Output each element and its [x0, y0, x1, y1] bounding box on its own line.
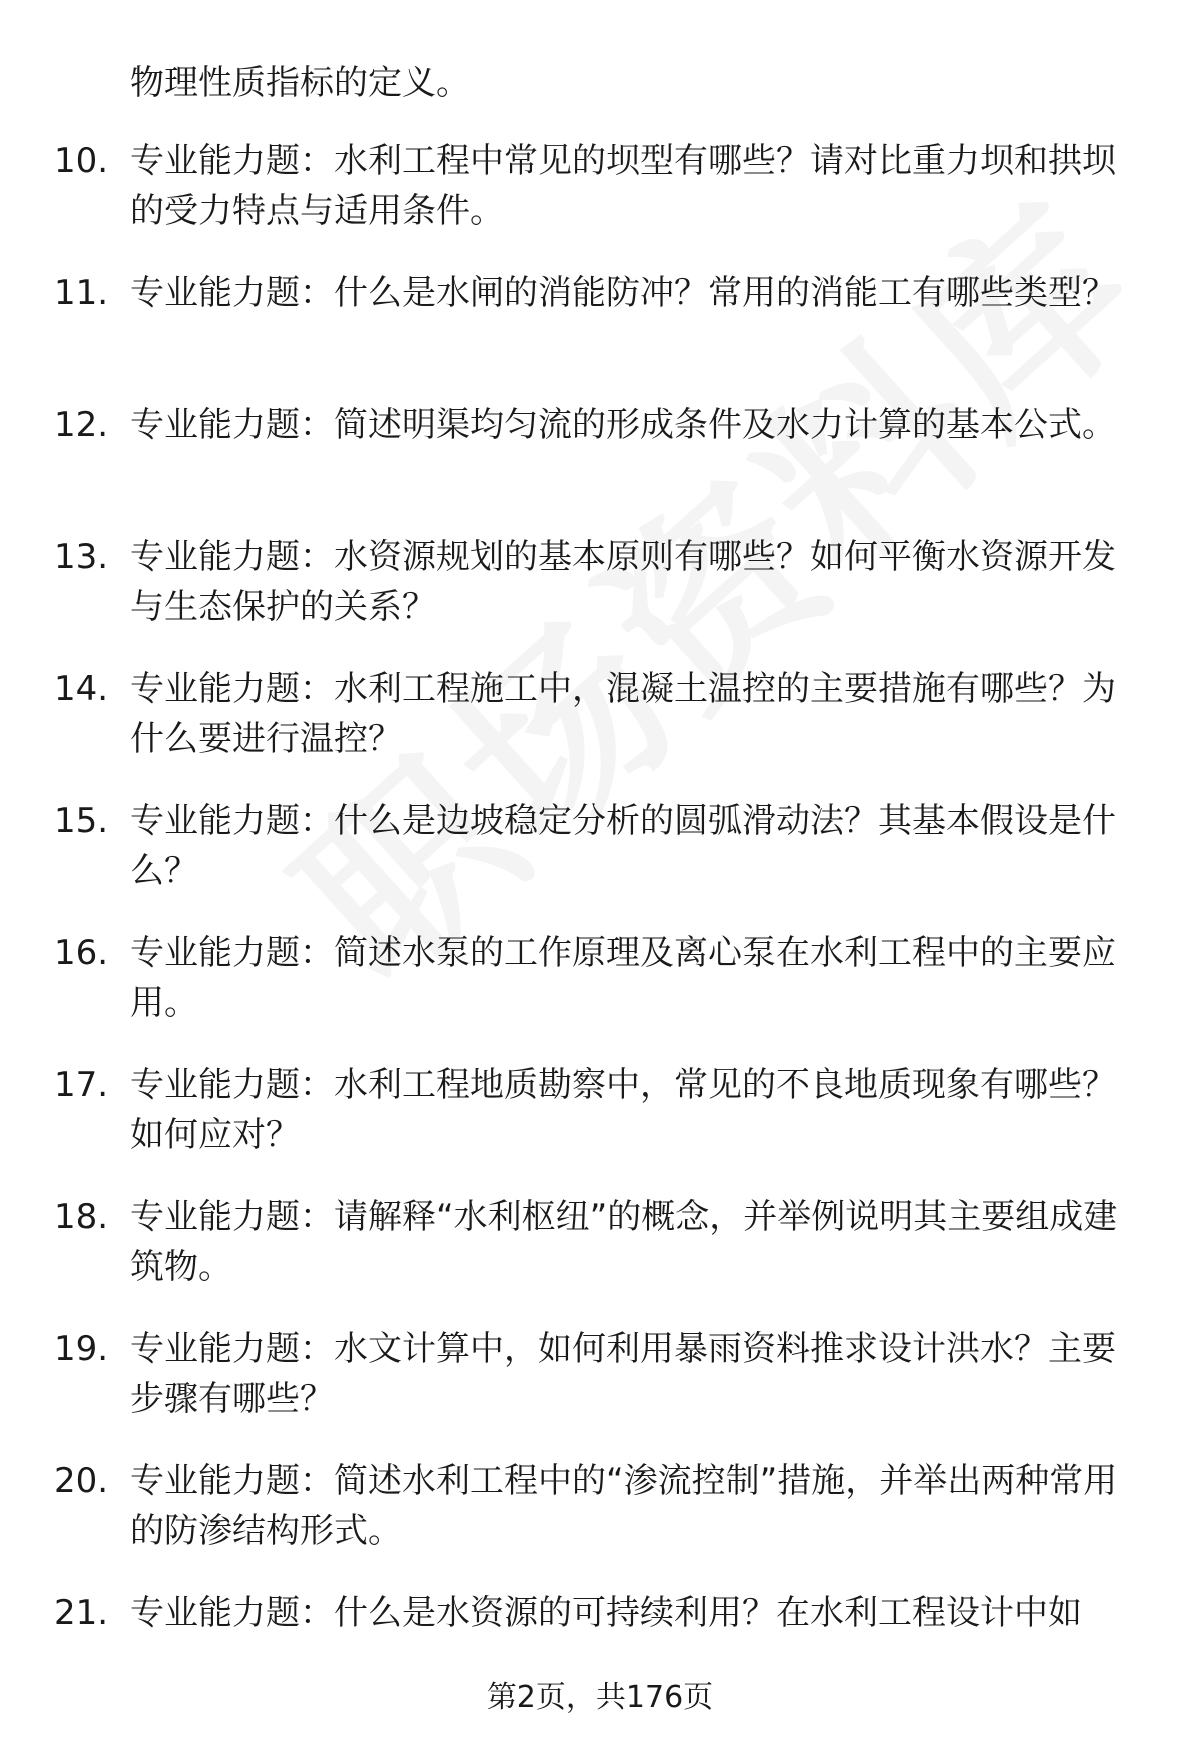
question-number: 19.: [54, 1329, 109, 1369]
question-list: [0, 136, 1200, 1720]
question-text: 专业能力题：水利工程施工中，混凝土温控的主要措施有哪些？为什么要进行温控？: [130, 669, 1116, 759]
question-item: [0, 532, 1200, 664]
question-text: 专业能力题：什么是水闸的消能防冲？常用的消能工有哪些类型？: [130, 273, 1116, 313]
question-item: [0, 928, 1200, 1060]
question-item: [0, 1060, 1200, 1192]
question-text: 专业能力题：简述水泵的工作原理及离心泵在水利工程中的主要应用。: [130, 933, 1116, 1023]
question-item: [0, 664, 1200, 796]
question-text: 专业能力题：水利工程中常见的坝型有哪些？请对比重力坝和拱坝的受力特点与适用条件。: [130, 141, 1116, 231]
question-text: 专业能力题：水资源规划的基本原则有哪些？如何平衡水资源开发与生态保护的关系？: [130, 537, 1116, 627]
question-number: 11.: [54, 273, 109, 313]
question-number: 15.: [54, 801, 109, 841]
question-item: [0, 136, 1200, 268]
question-number: 14.: [54, 669, 109, 709]
question-item: [0, 400, 1200, 532]
question-number: 10.: [54, 141, 109, 181]
question-number: 17.: [54, 1065, 109, 1105]
question-number: 12.: [54, 405, 109, 445]
question-item: [0, 268, 1200, 400]
question-text: 专业能力题：请解释“水利枢纽”的概念，并举例说明其主要组成建筑物。: [130, 1197, 1118, 1287]
question-number: 20.: [54, 1461, 109, 1501]
question-item: [0, 1192, 1200, 1324]
continued-text: 物理性质指标的定义。: [130, 63, 470, 103]
question-item: [0, 796, 1200, 928]
question-number: 21.: [54, 1593, 109, 1633]
question-text: 专业能力题：简述明渠均匀流的形成条件及水力计算的基本公式。: [130, 405, 1116, 445]
question-text: 专业能力题：简述水利工程中的“渗流控制”措施，并举出两种常用的防渗结构形式。: [130, 1461, 1118, 1551]
question-item: [0, 1456, 1200, 1588]
question-number: 13.: [54, 537, 109, 577]
question-item: [0, 1324, 1200, 1456]
question-text: 专业能力题：水利工程地质勘察中，常见的不良地质现象有哪些？如何应对？: [130, 1065, 1116, 1155]
question-number: 18.: [54, 1197, 109, 1237]
question-text: 专业能力题：水文计算中，如何利用暴雨资料推求设计洪水？主要步骤有哪些？: [130, 1329, 1116, 1419]
question-text: 专业能力题：什么是水资源的可持续利用？在水利工程设计中如: [130, 1593, 1082, 1633]
question-text: 专业能力题：什么是边坡稳定分析的圆弧滑动法？其基本假设是什么？: [130, 801, 1116, 891]
page-footer: 第2页，共176页: [486, 1680, 714, 1715]
question-number: 16.: [54, 933, 109, 973]
